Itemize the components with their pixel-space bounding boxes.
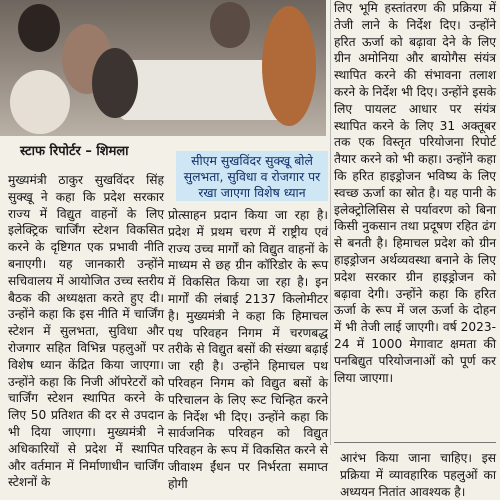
column-3-text: लिए भूमि हस्तांतरण की प्रक्रिया में तेजी लाने के निर्देश दिए। उन्होंने हरित ऊर्जा को बढ़ावा देने के लिए ग्रीन अमोनिया और बायोगैस संयंत्र स्थापित करने की संभावना तलाश करने के निर्देश भी दिए। उन्होंने इसके लिए पायलट आधार पर संयंत्र स्थापित करने के लिए 31 अक्तूबर तक एक विस्तृत परियोजना रिपोर्ट तैयार करने को भी कहा। उन्होंने कहा कि हरित हाइड्रोजन भविष्य के लिए स्वच्छ ऊर्जा का स्रोत है। यह पानी के इलेक्ट्रोलिसिस से पर्यावरण को बिना किसी नुकसान तथा प्रदूषण रहित ढंग से बनती है। हिमाचल प्रदेश को ग्रीन हाइड्रोजन अर्थव्यवस्था बनाने के लिए प्रदेश सरकार ग्रीन हाइड्रोजन को बढ़ावा देगी। उन्होंने कहा कि हरित ऊर्जा के रूप में जल ऊर्जा के दोहन में भी तेजी लाई जाएगी। वर्ष 2023-24 में 1000 मेगावाट क्षमता की पनबिद्युत परियोजनाओं को पूर्ण कर लिया जाएगा। bbox=[334, 1, 496, 385]
column-divider bbox=[330, 0, 331, 445]
article-column-3-bottom bbox=[340, 450, 496, 500]
section-divider bbox=[334, 442, 496, 443]
highlight-text: सीएम सुखविंदर सुक्खू बोले सुलभता, सुविधा व रोजगार पर रखा जाएगा विशेष ध्यान bbox=[183, 153, 321, 200]
byline: स्टाफ रिपोर्टर – शिमला bbox=[20, 144, 129, 159]
highlight-box bbox=[176, 151, 328, 201]
column-1-text: मुख्यमंत्री ठाकुर सुखविंदर सिंह सुक्खू ने कहा कि प्रदेश सरकार राज्य में विद्युत वाहनों के लिए इलेक्ट्रिक चार्जिंग स्टेशन विकसित करने के दृष्टिगत एक प्रभावी नीति बनाएगी। यह जानकारी उन्होंने सचिवालय में आयोजित उच्च स्तरीय बैठक की अध्यक्षता करते हुए दी। उन्होंने कहा कि इस नीति में चार्जिंग स्टेशन में सुलभता, सुविधा और रोजगार सहित विभिन्न पहलुओं पर विशेष ध्यान केंद्रित किया जाएगा। उन्होंने कहा कि निजी ऑपरेटरों को चार्जिंग स्टेशन स्थापित करने के लिए 50 प्रतिशत की दर से उपदान भी दिया जाएगा। मुख्यमंत्री ने अधिकारियों से प्रदेश में स्थापित और वर्तमान में निर्माणाधीन चार्जिंग स्टेशनों के bbox=[8, 173, 164, 490]
meeting-photo bbox=[0, 0, 326, 136]
article-column-2 bbox=[168, 207, 328, 493]
article-column-3 bbox=[334, 0, 496, 386]
column-2-text: प्रोत्साहन प्रदान किया जा रहा है। प्रदेश में प्रथम चरण में राष्ट्रीय एवं राज्य उच्च मार्गों को विद्युत वाहनों के माध्यम से छह ग्रीन कॉरिडोर के रूप में विकसित किया जा रहा है। इन मार्गों की लंबाई 2137 किलोमीटर है। मुख्यमंत्री ने कहा कि हिमाचल पथ परिवहन निगम में चरणबद्ध तरीके से विद्युत बसों की संख्या बढ़ाई जा रही है। उन्होंने हिमाचल पथ परिवहन निगम को विद्युत बसों के परिचालन के लिए रूट चिन्हित करने के निर्देश भी दिए। उन्होंने कहा कि सार्वजनिक परिवहन को विद्युत परिवहन के रूप में विकसित करने से जीवाश्म ईंधन पर निर्भरता समाप्त होगी bbox=[168, 208, 328, 491]
article-column-1 bbox=[8, 172, 164, 491]
column-3-bottom-text: आरंभ किया जाना चाहिए। इस प्रक्रिया में व्यावहारिक पहलुओं का अध्ययन नितांत आवश्यक है। bbox=[340, 451, 496, 499]
